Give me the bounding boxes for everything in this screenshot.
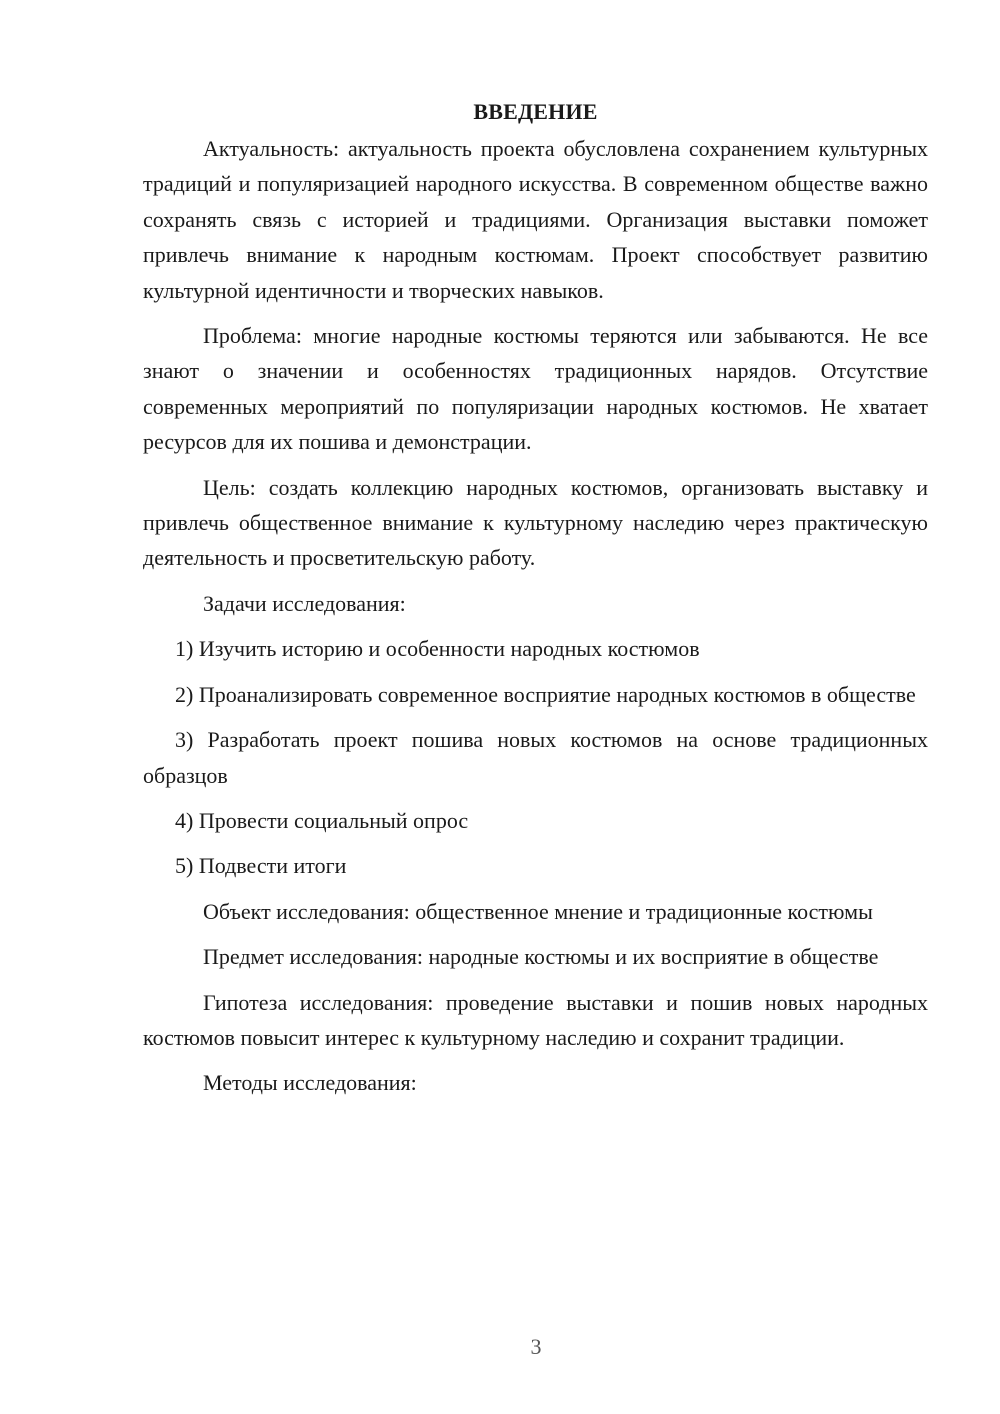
document-page (143, 94, 928, 1111)
page-number: 3 (530, 1334, 542, 1359)
paragraph-subject: Предмет исследования: народные костюмы и их восприятие в обществе (203, 944, 879, 970)
task-item-4: 4) Провести социальный опрос (175, 807, 469, 833)
paragraph-object: Объект исследования: общественное мнение и традиционные костюмы (203, 898, 873, 924)
paragraph-goal: Цель: создать коллекцию народных костюмов, организовать выставку и привлечь общественное внимание к культурному наследию через практическую деятельность и просветительскую работу. (143, 474, 928, 571)
paragraph-relevance: Актуальность: актуальность проекта обусловлена сохранением культурных традиций и популяризацией народного искусства. В современном обществе важно сохранять связь с историей и традициями. Организация выставки поможет привлечь внимание к народным костюмам. Проект способствует развитию культурной идентичности и творческих навыков. (143, 136, 928, 303)
paragraph-hypothesis: Гипотеза исследования: проведение выставки и пошив новых народных костюмов повысит интерес к культурному наследию и сохранит традиции. (143, 989, 928, 1050)
task-item-5: 5) Подвести итоги (175, 853, 347, 879)
tasks-heading: Задачи исследования: (203, 590, 406, 616)
task-item-2: 2) Проанализировать современное восприятие народных костюмов в обществе (175, 681, 916, 707)
document-title: ВВЕДЕНИЕ (473, 99, 598, 124)
methods-heading: Методы исследования: (203, 1070, 417, 1096)
task-item-1: 1) Изучить историю и особенности народных костюмов (175, 636, 700, 662)
task-item-3: 3) Разработать проект пошива новых костюмов на основе традиционных образцов (143, 727, 928, 788)
paragraph-problem: Проблема: многие народные костюмы теряются или забываются. Не все знают о значении и особенностях традиционных нарядов. Отсутствие современных мероприятий по популяризации народных костюмов. Не хватает ресурсов для их пошива и демонстрации. (143, 323, 928, 455)
